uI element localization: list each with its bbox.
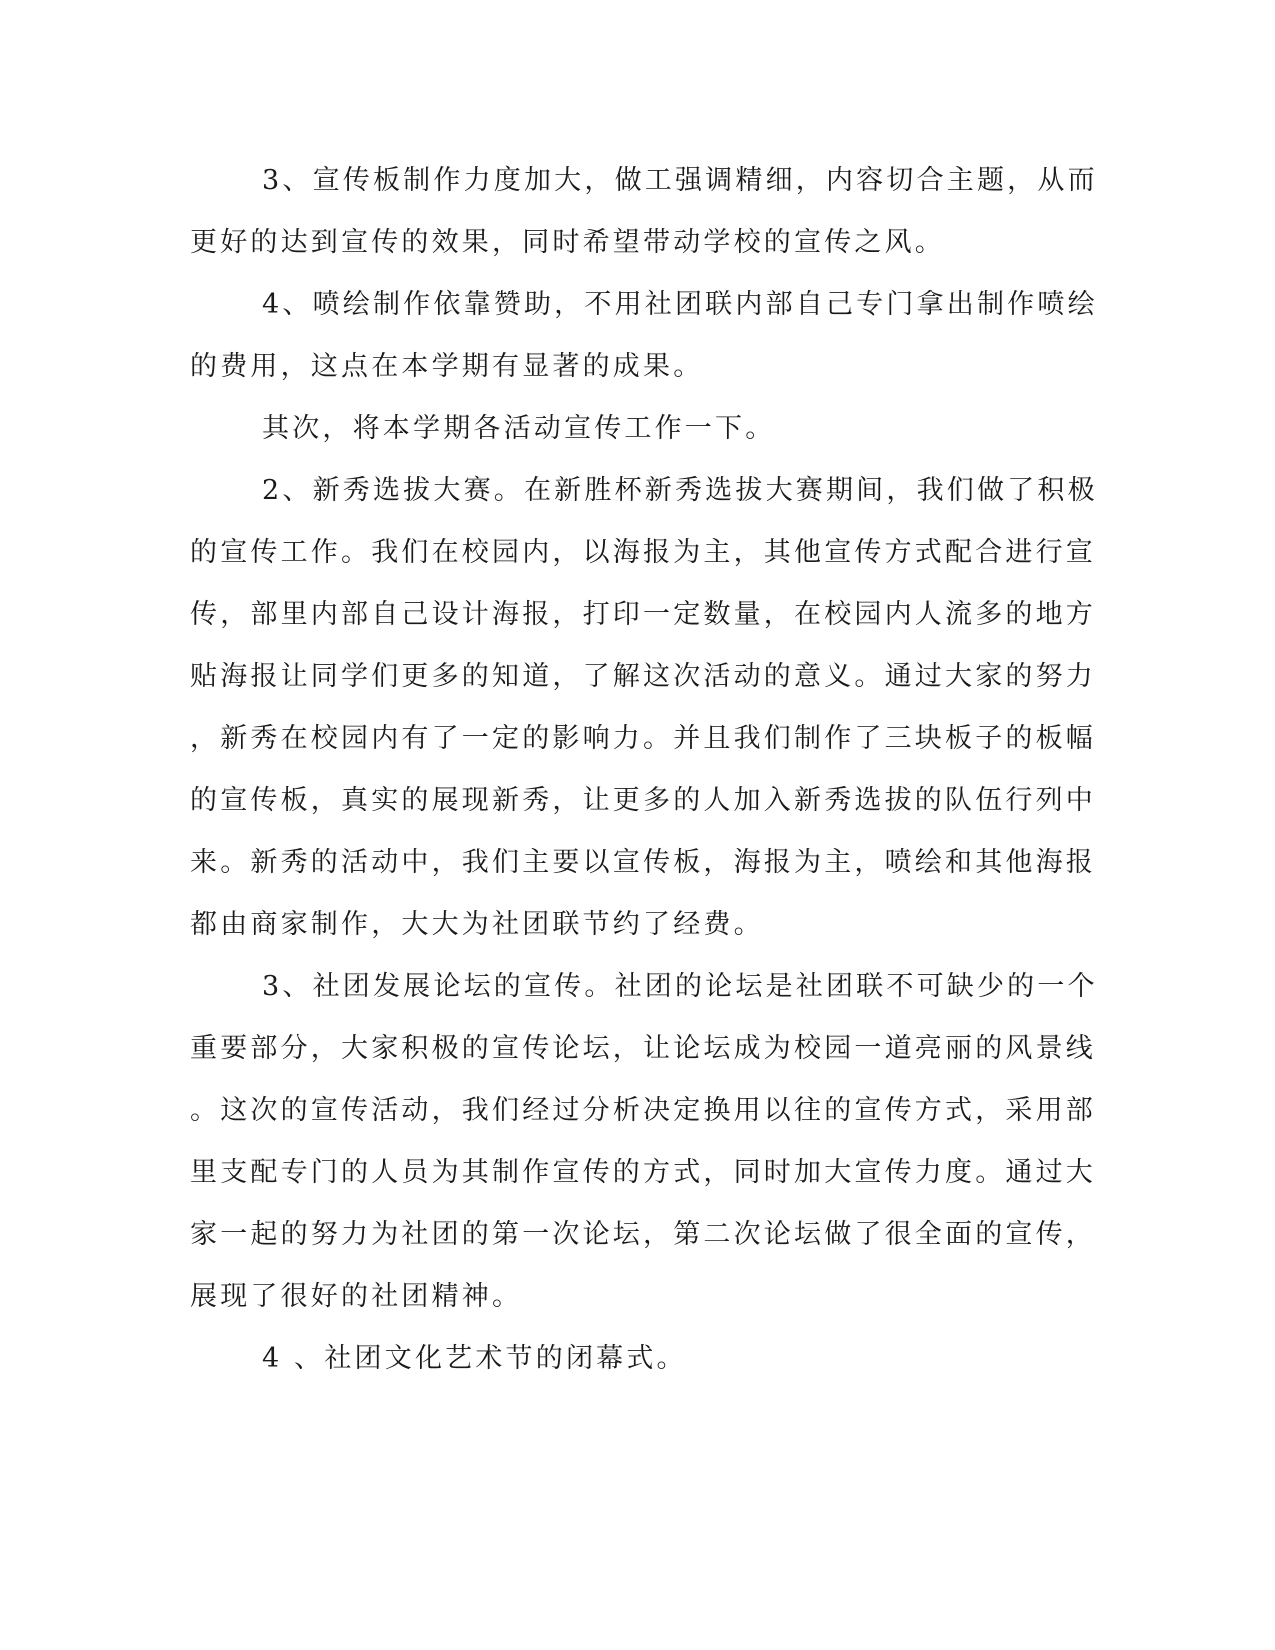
- text-line: 4、喷绘制作依靠赞助，不用社团联内部自己专门拿出制作喷绘: [262, 289, 1098, 320]
- text-line: 的宣传板，真实的展现新秀，让更多的人加入新秀选拔的队伍行列中: [190, 785, 1096, 816]
- text-line: 家一起的努力为社团的第一次论坛，第二次论坛做了很全面的宣传，: [190, 1219, 1096, 1250]
- text-line: 其次，将本学期各活动宣传工作一下。: [262, 413, 776, 444]
- text-line: 3、社团发展论坛的宣传。社团的论坛是社团联不可缺少的一个: [262, 971, 1098, 1002]
- text-line: 重要部分，大家积极的宣传论坛，让论坛成为校园一道亮丽的风景线: [190, 1033, 1096, 1064]
- text-line: 来。新秀的活动中，我们主要以宣传板，海报为主，喷绘和其他海报: [190, 847, 1096, 878]
- text-line: 更好的达到宣传的效果，同时希望带动学校的宣传之风。: [190, 227, 945, 258]
- text-line: 2、新秀选拔大赛。在新胜杯新秀选拔大赛期间，我们做了积极: [262, 475, 1098, 506]
- text-line: ，新秀在校园内有了一定的影响力。并且我们制作了三块板子的板幅: [190, 723, 1096, 754]
- text-line: 都由商家制作，大大为社团联节约了经费。: [190, 909, 764, 940]
- text-line: 贴海报让同学们更多的知道，了解这次活动的意义。通过大家的努力: [190, 661, 1096, 692]
- text-line: 3、宣传板制作力度加大，做工强调精细，内容切合主题，从而: [262, 165, 1098, 196]
- text-line: 的宣传工作。我们在校园内，以海报为主，其他宣传方式配合进行宣: [190, 537, 1096, 568]
- text-line: 里支配专门的人员为其制作宣传的方式，同时加大宣传力度。通过大: [190, 1157, 1096, 1188]
- text-line: 的费用，这点在本学期有显著的成果。: [190, 351, 704, 382]
- document-page: [190, 150, 1098, 1390]
- text-line: 。这次的宣传活动，我们经过分析决定换用以往的宣传方式，采用部: [190, 1095, 1096, 1126]
- text-line: 传，部里内部自己设计海报，打印一定数量，在校园内人流多的地方: [190, 599, 1096, 630]
- text-line: 4 、社团文化艺术节的闭幕式。: [262, 1343, 687, 1374]
- text-line: 展现了很好的社团精神。: [190, 1281, 523, 1312]
